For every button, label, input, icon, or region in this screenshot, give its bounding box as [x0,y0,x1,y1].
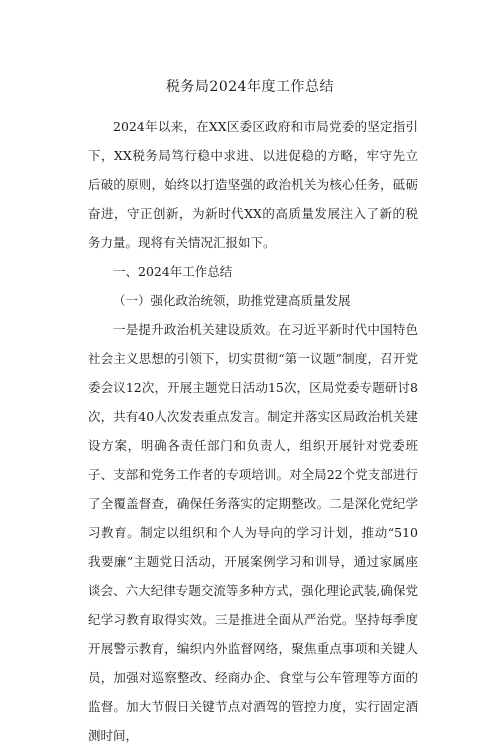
intro-paragraph: 2024年以来，在XX区委区政府和市局党委的坚定指引下，XX税务局笃行稳中求进、以进促稳的方略，牢守先立后破的原则，始终以打造坚强的政治机关为核心任务，砥砺奋进，守正创新，为新时代XX的高质量发展注入了新的税务力量。现将有关情况汇报如下。 [88,119,418,250]
document-title: 税务局2024年度工作总结 [165,79,335,95]
document-body [88,112,418,750]
subsection-body-paragraph: 一是提升政治机关建设质效。在习近平新时代中国特色社会主义思想的引领下，切实贯彻“第一议题”制度，召开党委会议12次，开展主题党日活动15次，区局党委专题研讨8次，共有40人次发表重点发言。制定并落实区局政治机关建设方案，明确各责任部门和负责人，组织开展针对党委班子、支部和党务工作者的专项培训。对全局22个党支部进行了全覆盖督查，确保任务落实的定期整改。二是深化党纪学习教育。制定以组织和个人为导向的学习计划，推动“510我要廉”主题党日活动，开展案例学习和训导，通过家属座谈会、六大纪律专题交流等多种方式，强化理论武装,确保党纪学习教育取得实效。三是推进全面从严治党。坚持每季度开展警示教育，编织内外监督网络，聚焦重点事项和关键人员，加强对巡察整改、经商办企、食堂与公车管理等方面的监督。加大节假日关键节点对酒驾的管控力度，实行固定酒测时间， [88,322,418,743]
section-heading: 一、2024年工作总结 [113,264,233,279]
subsection-heading: （一）强化政治统领，助推党建高质量发展 [113,293,351,308]
